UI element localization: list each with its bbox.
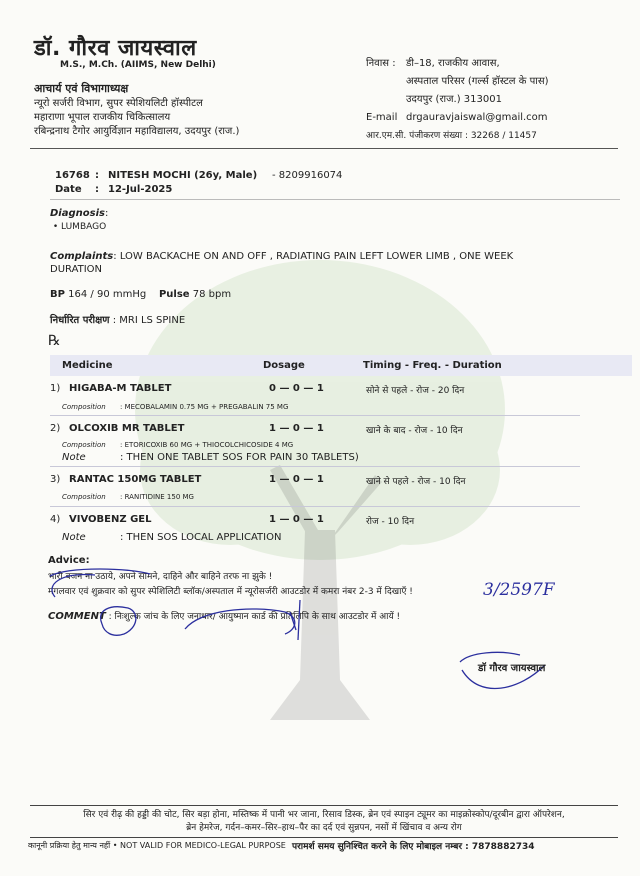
- rx-symbol: ℞: [48, 333, 61, 349]
- medicine-name: HIGABA-M TABLET: [69, 383, 172, 394]
- registration-number: आर.एम.सी. पंजीकरण संख्या : 32268 / 11457: [366, 131, 537, 141]
- address-label: निवास :: [366, 58, 396, 69]
- medicine-dosage: 0 — 0 — 1: [269, 383, 324, 394]
- address-line-2: अस्पताल परिसर (गर्ल्स हॉस्टल के पास): [406, 76, 549, 87]
- colon: :: [95, 184, 99, 195]
- diagnosis-item: • LUMBAGO: [50, 222, 107, 232]
- pulse-label: Pulse: [158, 289, 190, 300]
- patient-name: NITESH MOCHI (26y, Male): [108, 170, 258, 181]
- handwritten-note: 3/2597F: [483, 580, 555, 600]
- advice-label: Advice: [48, 555, 86, 566]
- note-text: : THEN ONE TABLET SOS FOR PAIN 30 TABLETS): [120, 452, 359, 463]
- pulse-value: 78 bpm: [192, 289, 232, 300]
- doctor-qualifications: M.S., M.Ch. (AIIMS, New Delhi): [60, 60, 216, 70]
- diagnosis-heading: Diagnosis:: [50, 208, 109, 219]
- comment-label: COMMENT: [48, 611, 106, 622]
- composition-label: Composition: [62, 441, 106, 449]
- investigation: निर्धारित परीक्षण : MRI LS SPINE: [50, 315, 186, 326]
- legal-disclaimer: कानूनी प्रक्रिया हेतु मान्य नहीं • NOT VALID FOR MEDICO-LEGAL PURPOSE: [28, 841, 286, 850]
- footer-divider-2: [30, 837, 618, 838]
- composition-label: Composition: [62, 493, 106, 501]
- appointment-mobile[interactable]: परामर्श समय सुनिश्चित करने के लिए मोबाइल नम्बर : 7878882734: [292, 842, 535, 852]
- advice-line-2: मंगलवार एवं शुक्रवार को सुपर स्पेशिलिटी ब्लॉक/अस्पताल में न्यूरोसर्जरी आउटडोर में कमरा नंबर 2-3 में दिखाएँ !: [48, 587, 413, 597]
- email-label: E-mail: [366, 112, 398, 123]
- designation: आचार्य एवं विभागाध्यक्ष: [34, 82, 129, 95]
- medicine-timing: रोज - 10 दिन: [366, 517, 415, 527]
- header-medicine: Medicine: [62, 360, 113, 371]
- bp-label: BP: [50, 289, 65, 300]
- dept-line-2: महाराणा भूपाल राजकीय चिकित्सालय: [34, 112, 171, 123]
- patient-id: 16768: [55, 170, 90, 181]
- header-dosage: Dosage: [263, 360, 305, 371]
- advice-heading: Advice:: [48, 555, 90, 566]
- note-label: Note: [62, 532, 86, 543]
- bp-unit: mmHg: [112, 289, 147, 300]
- email-address[interactable]: drgauravjaiswal@gmail.com: [406, 112, 548, 123]
- medicine-timing: खाने के बाद - रोज - 10 दिन: [366, 426, 463, 436]
- advice-line-1: भारी वजन ना उठाये, अपने सामने, दाहिने और बाहिने तरफ ना झुके !: [48, 572, 273, 582]
- medicine-number: 2): [50, 423, 61, 434]
- medicine-name: VIVOBENZ GEL: [69, 514, 152, 525]
- address-line-1: डी–18, राजकीय आवास,: [406, 58, 500, 69]
- complaints-text: LOW BACKACHE ON AND OFF , RADIATING PAIN LEFT LOWER LIMB , ONE WEEK: [119, 251, 514, 262]
- comment-text: : निःशुल्क जांच के लिए जनाधार/ आयुष्मान कार्ड की प्रतिलिपि के साथ आउटडोर में आयें !: [108, 612, 401, 622]
- medicine-number: 1): [50, 383, 61, 394]
- complaints-line-2: DURATION: [50, 264, 103, 275]
- visit-date: 12-Jul-2025: [108, 184, 173, 195]
- complaints-label: Complaints: [50, 251, 114, 262]
- footer-divider: [30, 805, 618, 806]
- dept-line-1: न्यूरो सर्जरी विभाग, सुपर स्पेशियलिटी हॉस्पीटल: [34, 98, 203, 109]
- medicine-timing: सोने से पहले - रोज - 20 दिन: [366, 386, 465, 396]
- medicine-dosage: 1 — 0 — 1: [269, 423, 324, 434]
- doctor-name: डॉ. गौरव जायस्वाल: [34, 36, 197, 61]
- colon: :: [95, 170, 99, 181]
- composition-text: : RANITIDINE 150 MG: [120, 493, 194, 501]
- note-text: : THEN SOS LOCAL APPLICATION: [120, 532, 282, 543]
- doctor-signature: डॉ गौरव जायस्वाल: [478, 663, 546, 674]
- note-label: Note: [62, 452, 86, 463]
- composition-text: : MECOBALAMIN 0.75 MG + PREGABALIN 75 MG: [120, 403, 289, 411]
- medicine-number: 3): [50, 474, 61, 485]
- services-line-1: सिर एवं रीढ़ की हड्डी की चोट, सिर बड़ा होना, मस्तिष्क में पानी भर जाना, रिसाव डिस्क, ब्रेन एवं स्पाइन ट्यूमर का माइक्रोस्कोप/दूरबीन द्वारा ऑपरेशन,: [83, 810, 565, 820]
- medicine-dosage: 1 — 0 — 1: [269, 514, 324, 525]
- composition-text: : ETORICOXIB 60 MG + THIOCOLCHICOSIDE 4 MG: [120, 441, 294, 449]
- investigation-label: निर्धारित परीक्षण: [50, 315, 110, 326]
- bp-value: 164 / 90: [68, 289, 110, 300]
- patient-phone: - 8209916074: [272, 170, 343, 181]
- date-label: Date: [55, 184, 82, 195]
- complaints-line-1: Complaints: LOW BACKACHE ON AND OFF , RADIATING PAIN LEFT LOWER LIMB , ONE WEEK: [50, 251, 514, 262]
- diagnosis-label: Diagnosis: [50, 208, 105, 219]
- dept-line-3: रबिन्द्रनाथ टैगोर आयुर्विज्ञान महाविद्यालय, उदयपुर (राज.): [34, 126, 240, 137]
- investigation-value: MRI LS SPINE: [119, 315, 186, 326]
- medicine-dosage: 1 — 0 — 1: [269, 474, 324, 485]
- diagnosis-text: LUMBAGO: [61, 222, 107, 232]
- address-line-3: उदयपुर (राज.) 313001: [406, 94, 502, 105]
- medicine-timing: खाने से पहले - रोज - 10 दिन: [366, 477, 466, 487]
- services-line-2: ब्रेन हेमरेज, गर्दन–कमर–सिर–हाथ–पैर का दर्द एवं सुन्नपन, नसों में खिंचाव व अन्य रोग: [186, 823, 462, 833]
- medicine-name: OLCOXIB MR TABLET: [69, 423, 185, 434]
- medicine-number: 4): [50, 514, 61, 525]
- medicine-name: RANTAC 150MG TABLET: [69, 474, 202, 485]
- header-timing: Timing - Freq. - Duration: [363, 360, 502, 371]
- composition-label: Composition: [62, 403, 106, 411]
